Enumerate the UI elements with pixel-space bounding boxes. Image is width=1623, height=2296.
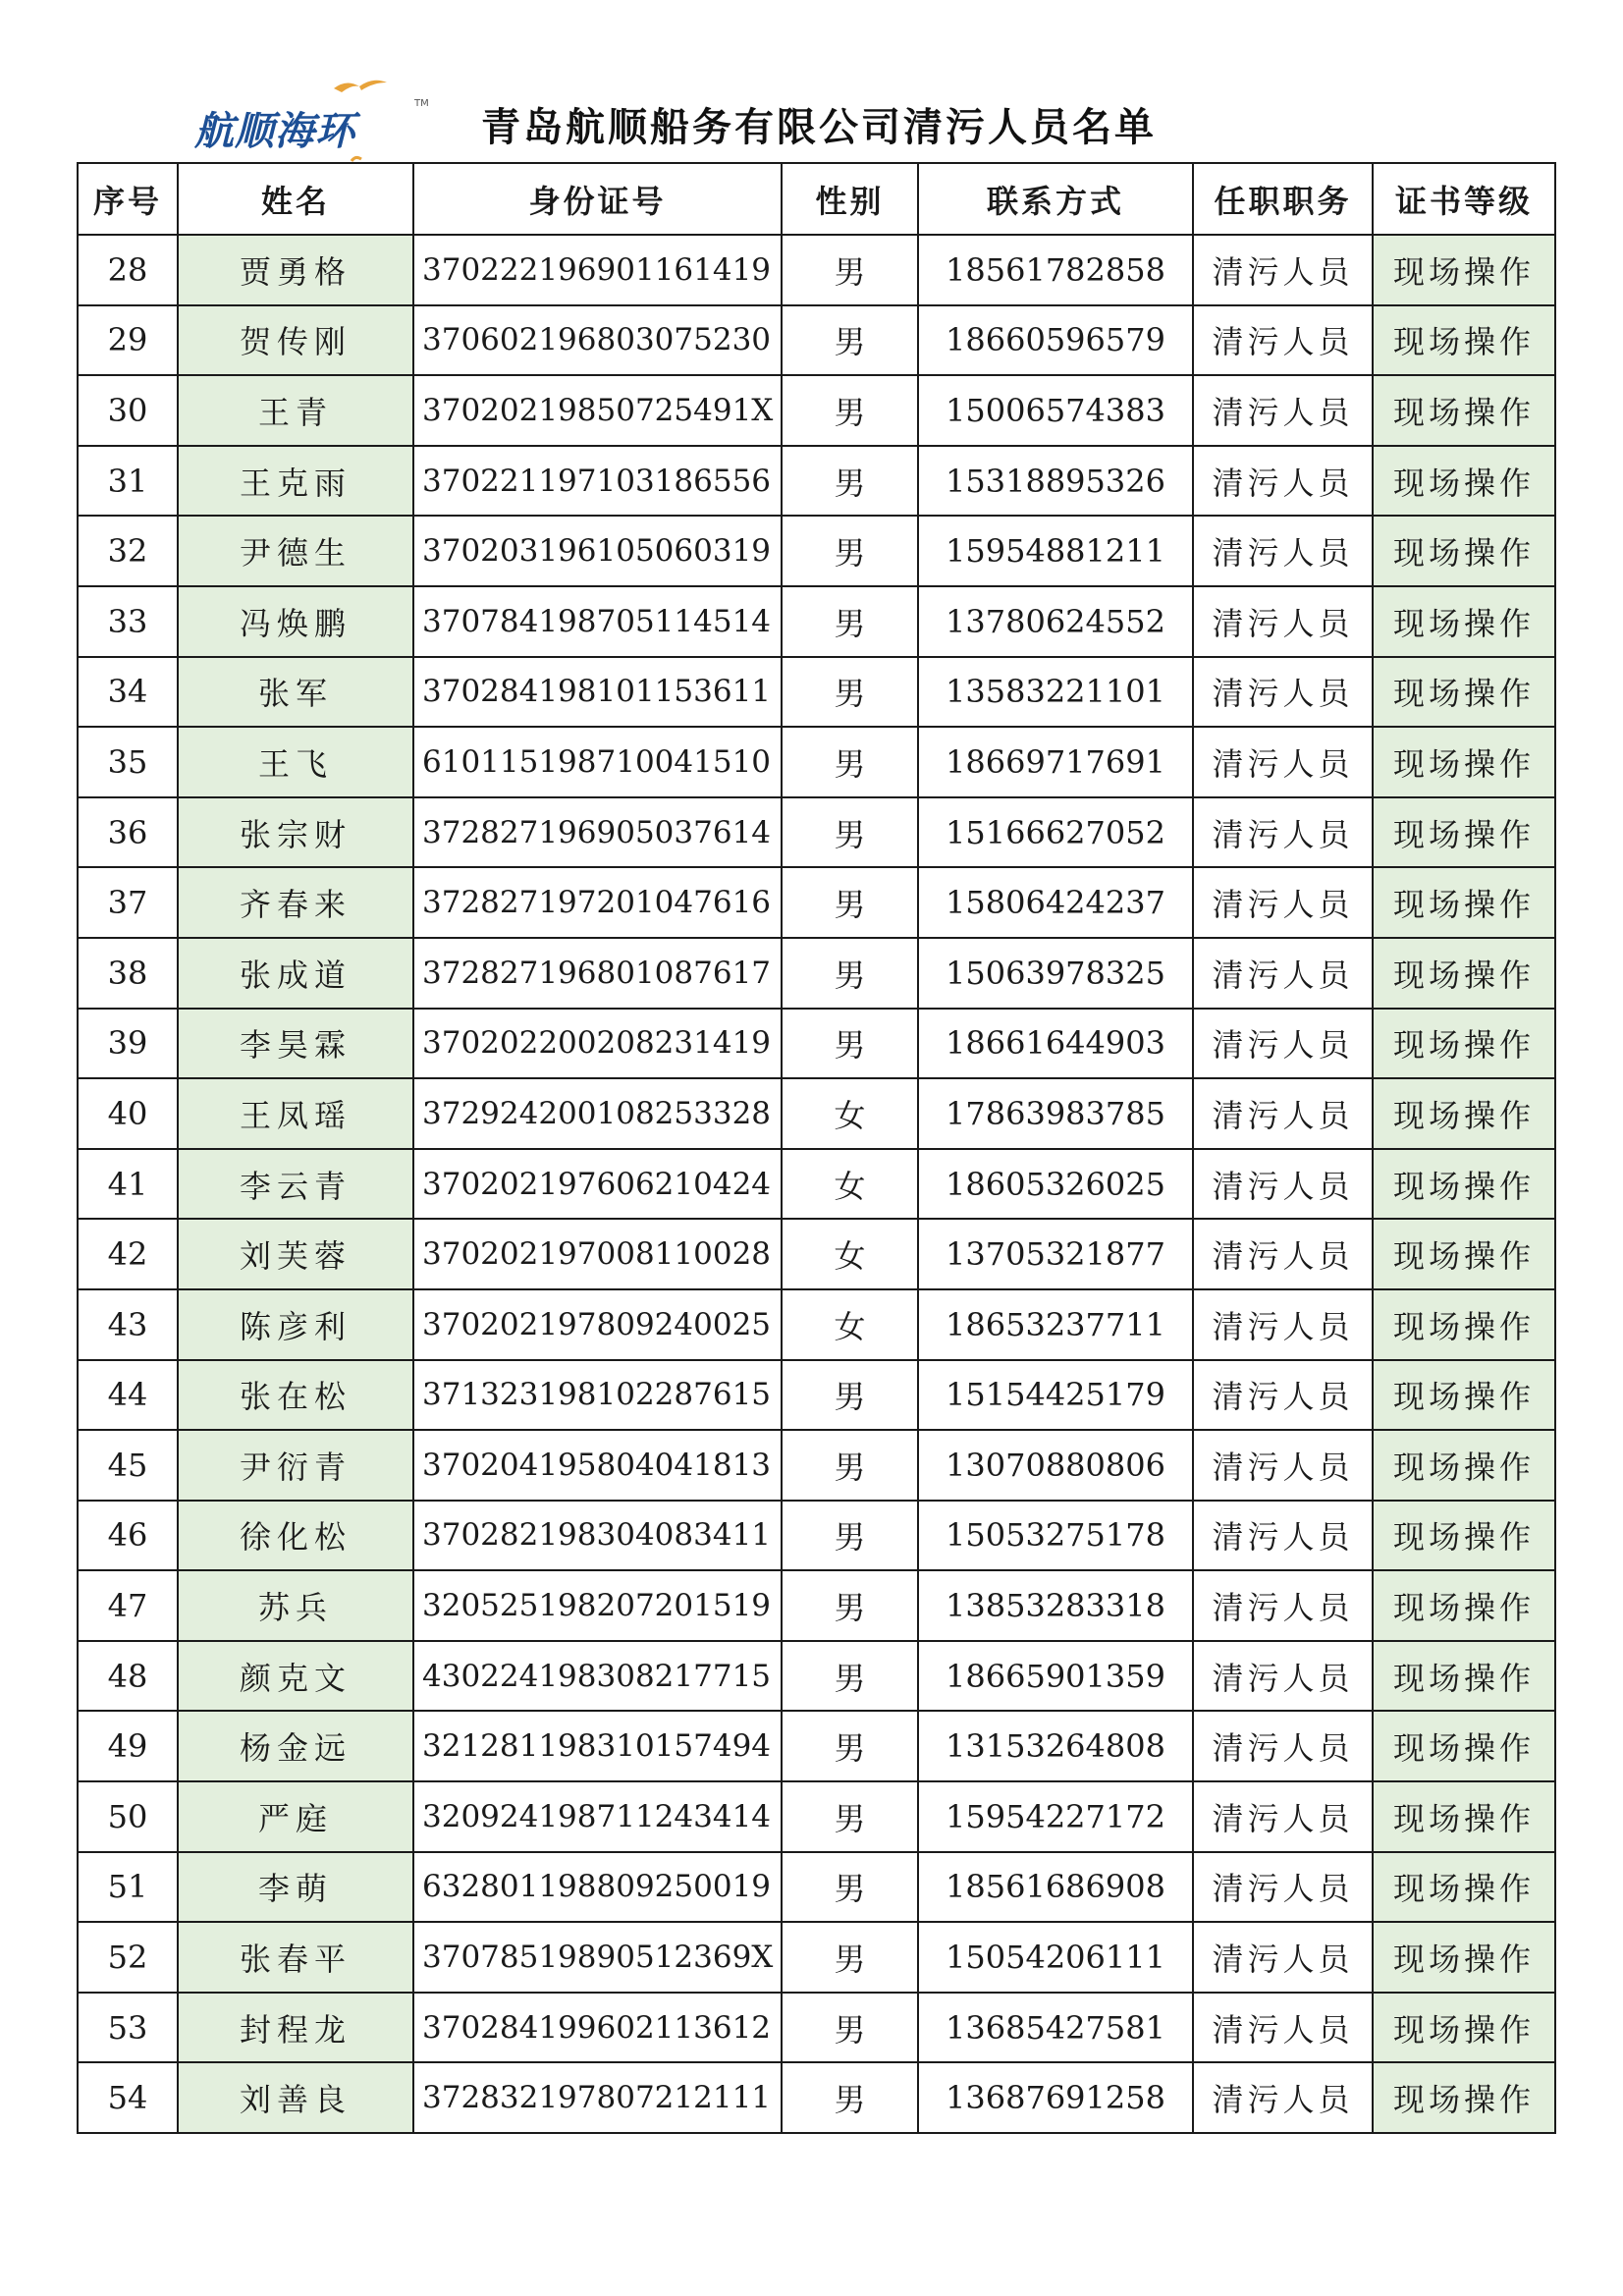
column-header-gender: 性别: [782, 163, 918, 235]
column-header-role: 任职职务: [1193, 163, 1373, 235]
cell-phone: 13687691258: [918, 2062, 1193, 2133]
cell-cert-level: 现场操作: [1373, 1149, 1555, 1220]
column-header-id: 身份证号: [413, 163, 782, 235]
cell-name: 颜克文: [178, 1641, 413, 1712]
cell-id-number: 371323198102287615: [413, 1360, 782, 1431]
cell-name: 封程龙: [178, 1993, 413, 2063]
cell-no: 37: [78, 867, 178, 938]
cell-cert-level: 现场操作: [1373, 235, 1555, 305]
cell-phone: 18561782858: [918, 235, 1193, 305]
table-row: [78, 375, 1555, 446]
cell-id-number: 370221197103186556: [413, 446, 782, 517]
cell-name: 王飞: [178, 727, 413, 797]
table-row: [78, 1289, 1555, 1360]
cell-no: 44: [78, 1360, 178, 1431]
cell-name: 杨金远: [178, 1711, 413, 1781]
cell-id-number: 370222196901161419: [413, 235, 782, 305]
cell-no: 29: [78, 305, 178, 376]
cell-name: 齐春来: [178, 867, 413, 938]
cell-role: 清污人员: [1193, 1781, 1373, 1852]
cell-name: 李萌: [178, 1852, 413, 1923]
cell-phone: 18665901359: [918, 1641, 1193, 1712]
cell-phone: 13070880806: [918, 1430, 1193, 1501]
cell-gender: 男: [782, 235, 918, 305]
logo-text: 航顺海环: [194, 109, 355, 154]
table-row: [78, 1501, 1555, 1571]
cell-phone: 18653237711: [918, 1289, 1193, 1360]
cell-role: 清污人员: [1193, 1009, 1373, 1079]
cell-cert-level: 现场操作: [1373, 1922, 1555, 1993]
cell-phone: 18605326025: [918, 1149, 1193, 1220]
table-row: [78, 2062, 1555, 2133]
cell-gender: 男: [782, 1711, 918, 1781]
table-row: [78, 1852, 1555, 1923]
cell-cert-level: 现场操作: [1373, 1852, 1555, 1923]
table-row: [78, 727, 1555, 797]
cell-gender: 男: [782, 1922, 918, 1993]
cell-name: 王青: [178, 375, 413, 446]
cell-name: 尹德生: [178, 516, 413, 586]
cell-name: 贾勇格: [178, 235, 413, 305]
cell-id-number: 430224198308217715: [413, 1641, 782, 1712]
cell-role: 清污人员: [1193, 1360, 1373, 1431]
table-row: [78, 235, 1555, 305]
cell-no: 53: [78, 1993, 178, 2063]
cell-name: 贺传刚: [178, 305, 413, 376]
cell-name: 刘善良: [178, 2062, 413, 2133]
cell-id-number: 370202197809240025: [413, 1289, 782, 1360]
cell-id-number: 372832197807212111: [413, 2062, 782, 2133]
cell-id-number: 370284199602113612: [413, 1993, 782, 2063]
cell-role: 清污人员: [1193, 1430, 1373, 1501]
cell-cert-level: 现场操作: [1373, 1570, 1555, 1641]
cell-name: 刘芙蓉: [178, 1219, 413, 1289]
cell-name: 王克雨: [178, 446, 413, 517]
company-logo: [187, 77, 452, 165]
cell-no: 39: [78, 1009, 178, 1079]
cell-role: 清污人员: [1193, 938, 1373, 1009]
cell-id-number: 370202197008110028: [413, 1219, 782, 1289]
cell-gender: 男: [782, 305, 918, 376]
cell-gender: 男: [782, 1430, 918, 1501]
cell-cert-level: 现场操作: [1373, 1781, 1555, 1852]
cell-gender: 男: [782, 727, 918, 797]
cell-phone: 18661644903: [918, 1009, 1193, 1079]
cell-gender: 男: [782, 867, 918, 938]
cell-id-number: 370202197606210424: [413, 1149, 782, 1220]
cell-phone: 15806424237: [918, 867, 1193, 938]
cell-role: 清污人员: [1193, 797, 1373, 868]
table-row: [78, 1360, 1555, 1431]
cell-cert-level: 现场操作: [1373, 1360, 1555, 1431]
cell-role: 清污人员: [1193, 1289, 1373, 1360]
cell-id-number: 370203196105060319: [413, 516, 782, 586]
cell-gender: 男: [782, 1641, 918, 1712]
cell-cert-level: 现场操作: [1373, 2062, 1555, 2133]
cell-no: 48: [78, 1641, 178, 1712]
cell-no: 52: [78, 1922, 178, 1993]
personnel-table: [77, 162, 1556, 2134]
cell-cert-level: 现场操作: [1373, 938, 1555, 1009]
cell-cert-level: 现场操作: [1373, 1641, 1555, 1712]
cell-cert-level: 现场操作: [1373, 727, 1555, 797]
cell-name: 张春平: [178, 1922, 413, 1993]
cell-no: 32: [78, 516, 178, 586]
cell-gender: 男: [782, 797, 918, 868]
cell-cert-level: 现场操作: [1373, 1430, 1555, 1501]
document-title: 青岛航顺船务有限公司清污人员名单: [481, 105, 1157, 150]
table-row: [78, 797, 1555, 868]
cell-cert-level: 现场操作: [1373, 1501, 1555, 1571]
cell-gender: 男: [782, 1360, 918, 1431]
cell-cert-level: 现场操作: [1373, 1078, 1555, 1149]
table-row: [78, 1149, 1555, 1220]
cell-no: 54: [78, 2062, 178, 2133]
cell-phone: 13853283318: [918, 1570, 1193, 1641]
table-row: [78, 867, 1555, 938]
cell-gender: 男: [782, 375, 918, 446]
cell-phone: 13153264808: [918, 1711, 1193, 1781]
cell-name: 张宗财: [178, 797, 413, 868]
cell-gender: 男: [782, 1993, 918, 2063]
cell-gender: 男: [782, 657, 918, 728]
cell-no: 36: [78, 797, 178, 868]
cell-no: 38: [78, 938, 178, 1009]
cell-cert-level: 现场操作: [1373, 657, 1555, 728]
cell-role: 清污人员: [1193, 1852, 1373, 1923]
cell-phone: 13583221101: [918, 657, 1193, 728]
table-row: [78, 1078, 1555, 1149]
cell-name: 苏兵: [178, 1570, 413, 1641]
cell-gender: 女: [782, 1078, 918, 1149]
cell-cert-level: 现场操作: [1373, 797, 1555, 868]
logo-trademark: TM: [414, 98, 429, 109]
cell-id-number: 370202200208231419: [413, 1009, 782, 1079]
cell-name: 李云青: [178, 1149, 413, 1220]
cell-role: 清污人员: [1193, 1219, 1373, 1289]
cell-no: 51: [78, 1852, 178, 1923]
cell-gender: 女: [782, 1149, 918, 1220]
cell-phone: 15954881211: [918, 516, 1193, 586]
cell-phone: 13780624552: [918, 586, 1193, 657]
cell-id-number: 37020219850725491X: [413, 375, 782, 446]
cell-phone: 17863983785: [918, 1078, 1193, 1149]
cell-name: 张在松: [178, 1360, 413, 1431]
cell-role: 清污人员: [1193, 867, 1373, 938]
cell-no: 47: [78, 1570, 178, 1641]
cell-cert-level: 现场操作: [1373, 1219, 1555, 1289]
cell-cert-level: 现场操作: [1373, 1711, 1555, 1781]
table-row: [78, 305, 1555, 376]
cell-no: 42: [78, 1219, 178, 1289]
table-row: [78, 446, 1555, 517]
cell-id-number: 372827196905037614: [413, 797, 782, 868]
cell-role: 清污人员: [1193, 2062, 1373, 2133]
page-header: [187, 69, 1463, 167]
cell-no: 33: [78, 586, 178, 657]
cell-id-number: 370204195804041813: [413, 1430, 782, 1501]
cell-role: 清污人员: [1193, 727, 1373, 797]
cell-gender: 男: [782, 1009, 918, 1079]
cell-name: 陈彦利: [178, 1289, 413, 1360]
cell-name: 徐化松: [178, 1501, 413, 1571]
cell-role: 清污人员: [1193, 1922, 1373, 1993]
cell-no: 50: [78, 1781, 178, 1852]
cell-id-number: 372827196801087617: [413, 938, 782, 1009]
table-row: [78, 586, 1555, 657]
cell-id-number: 37078519890512369X: [413, 1922, 782, 1993]
table-row: [78, 516, 1555, 586]
table-row: [78, 938, 1555, 1009]
cell-cert-level: 现场操作: [1373, 1009, 1555, 1079]
cell-phone: 18561686908: [918, 1852, 1193, 1923]
cell-role: 清污人员: [1193, 1711, 1373, 1781]
cell-id-number: 321281198310157494: [413, 1711, 782, 1781]
cell-cert-level: 现场操作: [1373, 586, 1555, 657]
table-row: [78, 1781, 1555, 1852]
cell-no: 34: [78, 657, 178, 728]
cell-gender: 男: [782, 1852, 918, 1923]
cell-gender: 男: [782, 938, 918, 1009]
cell-cert-level: 现场操作: [1373, 1289, 1555, 1360]
cell-no: 35: [78, 727, 178, 797]
cell-no: 43: [78, 1289, 178, 1360]
cell-role: 清污人员: [1193, 1501, 1373, 1571]
cell-role: 清污人员: [1193, 1149, 1373, 1220]
cell-name: 严庭: [178, 1781, 413, 1852]
cell-gender: 男: [782, 1781, 918, 1852]
cell-gender: 男: [782, 516, 918, 586]
cell-phone: 15063978325: [918, 938, 1193, 1009]
cell-id-number: 372827197201047616: [413, 867, 782, 938]
cell-no: 45: [78, 1430, 178, 1501]
cell-no: 49: [78, 1711, 178, 1781]
column-header-cert: 证书等级: [1373, 163, 1555, 235]
cell-gender: 男: [782, 446, 918, 517]
cell-role: 清污人员: [1193, 305, 1373, 376]
cell-gender: 男: [782, 1501, 918, 1571]
cell-no: 41: [78, 1149, 178, 1220]
cell-cert-level: 现场操作: [1373, 1993, 1555, 2063]
cell-gender: 男: [782, 1570, 918, 1641]
table-row: [78, 1219, 1555, 1289]
cell-id-number: 370784198705114514: [413, 586, 782, 657]
cell-role: 清污人员: [1193, 1570, 1373, 1641]
table-row: [78, 1641, 1555, 1712]
table-row: [78, 1430, 1555, 1501]
cell-gender: 女: [782, 1219, 918, 1289]
cell-cert-level: 现场操作: [1373, 446, 1555, 517]
column-header-name: 姓名: [178, 163, 413, 235]
cell-role: 清污人员: [1193, 1993, 1373, 2063]
cell-no: 30: [78, 375, 178, 446]
cell-role: 清污人员: [1193, 1641, 1373, 1712]
cell-phone: 13685427581: [918, 1993, 1193, 2063]
cell-phone: 18660596579: [918, 305, 1193, 376]
cell-id-number: 320525198207201519: [413, 1570, 782, 1641]
cell-id-number: 320924198711243414: [413, 1781, 782, 1852]
cell-gender: 男: [782, 2062, 918, 2133]
cell-phone: 18669717691: [918, 727, 1193, 797]
cell-phone: 15318895326: [918, 446, 1193, 517]
cell-gender: 女: [782, 1289, 918, 1360]
cell-cert-level: 现场操作: [1373, 867, 1555, 938]
cell-id-number: 372924200108253328: [413, 1078, 782, 1149]
cell-role: 清污人员: [1193, 1078, 1373, 1149]
cell-phone: 15154425179: [918, 1360, 1193, 1431]
cell-no: 28: [78, 235, 178, 305]
cell-cert-level: 现场操作: [1373, 516, 1555, 586]
cell-cert-level: 现场操作: [1373, 375, 1555, 446]
cell-name: 张成道: [178, 938, 413, 1009]
cell-role: 清污人员: [1193, 586, 1373, 657]
table-row: [78, 1009, 1555, 1079]
cell-name: 冯焕鹏: [178, 586, 413, 657]
cell-no: 40: [78, 1078, 178, 1149]
column-header-no: 序号: [78, 163, 178, 235]
table-row: [78, 1922, 1555, 1993]
cell-role: 清污人员: [1193, 375, 1373, 446]
cell-phone: 15006574383: [918, 375, 1193, 446]
cell-role: 清污人员: [1193, 235, 1373, 305]
cell-name: 尹衍青: [178, 1430, 413, 1501]
cell-gender: 男: [782, 586, 918, 657]
cell-phone: 15054206111: [918, 1922, 1193, 1993]
cell-role: 清污人员: [1193, 657, 1373, 728]
cell-id-number: 370602196803075230: [413, 305, 782, 376]
cell-id-number: 632801198809250019: [413, 1852, 782, 1923]
cell-id-number: 610115198710041510: [413, 727, 782, 797]
table-row: [78, 1993, 1555, 2063]
cell-name: 张军: [178, 657, 413, 728]
cell-name: 李昊霖: [178, 1009, 413, 1079]
table-header-row: [78, 163, 1555, 235]
column-header-phone: 联系方式: [918, 163, 1193, 235]
table-row: [78, 657, 1555, 728]
cell-name: 王凤瑶: [178, 1078, 413, 1149]
cell-id-number: 370282198304083411: [413, 1501, 782, 1571]
table-row: [78, 1711, 1555, 1781]
cell-phone: 13705321877: [918, 1219, 1193, 1289]
cell-no: 46: [78, 1501, 178, 1571]
cell-phone: 15053275178: [918, 1501, 1193, 1571]
cell-phone: 15954227172: [918, 1781, 1193, 1852]
cell-phone: 15166627052: [918, 797, 1193, 868]
cell-id-number: 370284198101153611: [413, 657, 782, 728]
cell-cert-level: 现场操作: [1373, 305, 1555, 376]
cell-no: 31: [78, 446, 178, 517]
cell-role: 清污人员: [1193, 516, 1373, 586]
table-row: [78, 1570, 1555, 1641]
cell-role: 清污人员: [1193, 446, 1373, 517]
